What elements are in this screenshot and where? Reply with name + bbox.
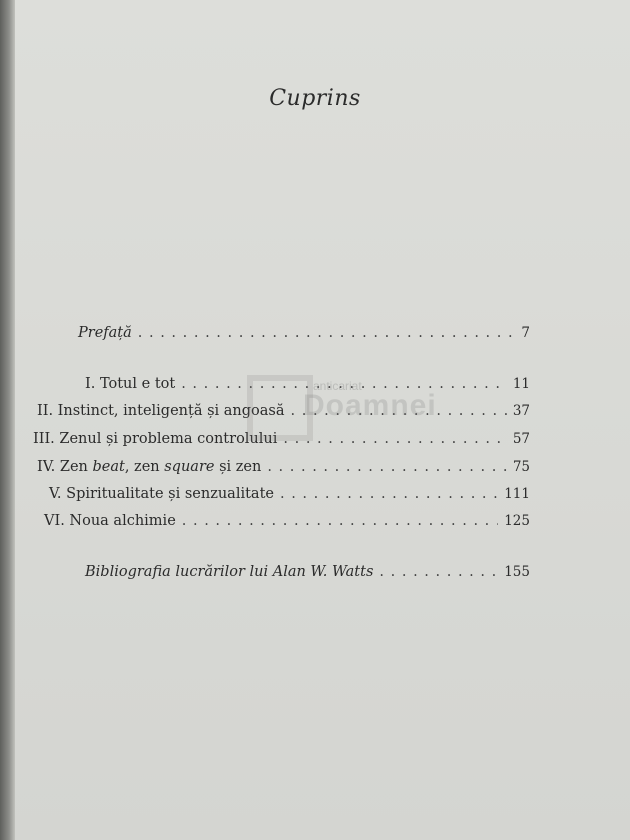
toc-entry-page: 57 — [512, 431, 530, 447]
toc-entry-chapter-3 — [33, 431, 530, 447]
toc-entry-page: 7 — [521, 325, 530, 341]
toc-entry-preface — [78, 325, 530, 341]
toc-entry-page: 125 — [504, 513, 530, 529]
watermark-small-text: anticariat — [313, 379, 362, 393]
page-title: Cuprins — [269, 86, 361, 111]
toc-entry-label: Prefață — [78, 325, 132, 341]
toc-entry-label: II. Instinct, inteligență și angoasă — [37, 403, 285, 419]
label-part: și zen — [214, 459, 262, 475]
toc-entry-label: I. Totul e tot — [85, 376, 176, 392]
toc-entry-label: VI. Noua alchimie — [44, 513, 176, 529]
toc-entry-page: 155 — [504, 564, 530, 580]
label-square: square — [164, 459, 215, 475]
toc-entry-label — [37, 459, 261, 475]
toc-entry-label: III. Zenul și problema controlului — [33, 431, 278, 447]
label-part: , zen — [124, 459, 165, 475]
toc-entry-label: V. Spiritualitate și senzualitate — [49, 486, 274, 502]
toc-entry-chapter-4 — [37, 459, 530, 475]
toc-entry-page: 75 — [512, 459, 530, 475]
toc-entry-page: 111 — [504, 486, 530, 502]
dot-leader — [280, 486, 498, 502]
toc-entry-page: 37 — [512, 403, 530, 419]
toc-entry-bibliography — [85, 564, 530, 580]
dot-leader — [283, 431, 506, 447]
dot-leader — [138, 325, 516, 341]
toc-entry-label: Bibliografia lucrărilor lui Alan W. Watts — [85, 564, 374, 580]
label-beat: beat — [92, 459, 125, 475]
book-page — [15, 0, 630, 840]
toc-entry-chapter-5 — [49, 486, 530, 502]
toc-entry-page: 11 — [512, 376, 530, 392]
dot-leader — [182, 513, 498, 529]
toc-entry-chapter-2 — [37, 403, 530, 419]
dot-leader — [291, 403, 507, 419]
dot-leader — [181, 376, 507, 392]
dot-leader — [379, 564, 498, 580]
toc-entry-chapter-1 — [85, 376, 530, 392]
watermark-big-text: Doamnei — [303, 389, 437, 422]
dot-leader — [267, 459, 506, 475]
label-part: IV. Zen — [37, 459, 93, 475]
toc-entry-chapter-6 — [44, 513, 530, 529]
